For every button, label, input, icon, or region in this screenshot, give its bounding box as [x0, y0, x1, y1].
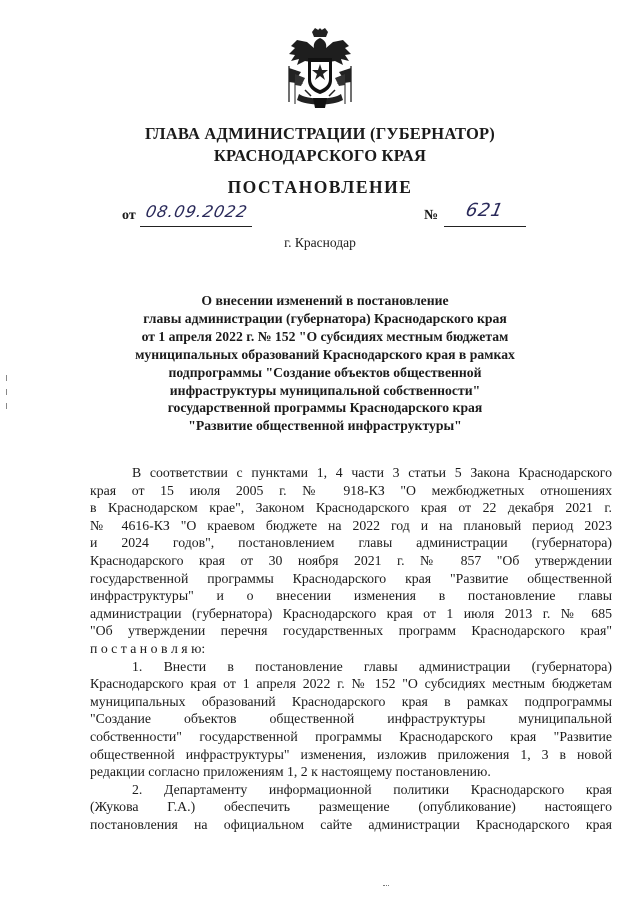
- body-line: (Жукова Г.А.) обеспечить размещение (опубликование) настоящего: [90, 799, 612, 815]
- body-line: редакции согласно приложениям 1, 2 к настоящему постановлению.: [90, 764, 491, 780]
- body-line: "Об утверждении перечня государственных программ Краснодарского края": [90, 623, 612, 639]
- title-line: инфраструктуры муниципальной собственности": [169, 382, 481, 398]
- body-line: собственности" государственной программы Краснодарского края "Развитие: [90, 728, 612, 744]
- body-line: администрации (губернатора) Краснодарского края от 1 июля 2013 г. № 685: [90, 605, 612, 621]
- resolution-body: [90, 464, 612, 833]
- body-line: 1. Внести в постановление главы администрации (губернатора): [132, 658, 612, 674]
- body-line: и 2024 годов", постановлением главы администрации (губернатора): [90, 535, 612, 551]
- body-line: в Краснодарском крае", Законом Краснодарского края от 22 декабря 2021 г.: [90, 500, 612, 516]
- title-line: государственной программы Краснодарского края: [167, 400, 483, 416]
- body-line: края от 15 июля 2005 г. № 918-КЗ "О межбюджетных отношениях: [90, 482, 612, 498]
- scan-margin-marks: [6, 375, 10, 417]
- decree-word: п о с т а н о в л я ю:: [90, 640, 206, 656]
- body-line: 2. Департаменту информационной политики Краснодарского края: [132, 781, 612, 797]
- date-value: 08.09.2022: [143, 202, 250, 221]
- scan-artifact: [383, 885, 389, 889]
- date-label: от: [122, 208, 136, 223]
- body-line: инфраструктуры" и о внесении изменения в постановление главы: [90, 588, 612, 604]
- authority-title: ГЛАВА АДМИНИСТРАЦИИ (ГУБЕРНАТОР): [145, 124, 495, 143]
- title-line: подпрограммы "Создание объектов общественной: [168, 364, 482, 380]
- number-underline: [444, 226, 526, 227]
- number-value: 621: [463, 200, 506, 221]
- krasnodar-coat-of-arms-icon: [285, 28, 355, 110]
- date-underline: [140, 226, 252, 227]
- city: г. Краснодар: [284, 235, 356, 250]
- title-line: О внесении изменений в постановление: [201, 293, 449, 308]
- body-line: постановления на официальном сайте администрации Краснодарского края: [90, 816, 612, 832]
- body-line: Краснодарского края от 30 ноября 2021 г. № 857 "Об утверждении: [90, 552, 612, 568]
- body-line: Краснодарского края от 1 апреля 2022 г. № 152 "О субсидиях местным бюджетам: [90, 676, 612, 692]
- number-label: №: [424, 208, 439, 223]
- document-type: ПОСТАНОВЛЕНИЕ: [227, 177, 413, 197]
- title-line: главы администрации (губернатора) Краснодарского края: [143, 310, 507, 326]
- authority-region: КРАСНОДАРСКОГО КРАЯ: [213, 146, 427, 165]
- title-line: муниципальных образований Краснодарского края в рамках: [135, 346, 515, 362]
- title-line: "Развитие общественной инфраструктуры": [188, 418, 462, 434]
- body-line: № 4616-КЗ "О краевом бюджете на 2022 год и на плановый период 2023: [90, 517, 612, 533]
- body-line: "Создание объектов общественной инфраструктуры муниципальной: [90, 711, 612, 727]
- body-line: государственной программы Краснодарского края "Развитие общественной: [90, 570, 612, 586]
- title-line: от 1 апреля 2022 г. № 152 "О субсидиях местным бюджетам: [141, 328, 509, 344]
- resolution-title: [130, 292, 520, 435]
- body-line: общественной инфраструктуры" изменения, изложив приложения 1, 3 в новой: [90, 746, 612, 762]
- body-line: В соответствии с пунктами 1, 4 части 3 статьи 5 Закона Краснодарского: [132, 465, 612, 480]
- body-line: муниципальных образований Краснодарского края в рамках подпрограммы: [90, 693, 612, 709]
